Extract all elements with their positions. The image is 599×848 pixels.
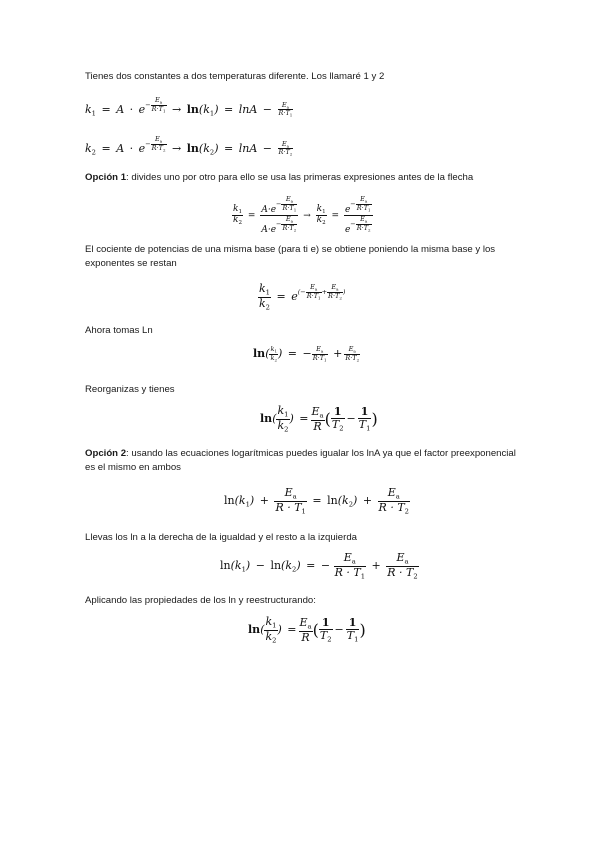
- aplicando-text: Aplicando las propiedades de los ln y reestructurando:: [85, 595, 316, 606]
- ln-paragraph: [85, 324, 525, 338]
- ln-text: Ahora tomas Ln: [85, 325, 153, 336]
- equation-exponent-difference: $\frac{k_1}{k_2}$ = e(− $\frac{E_a}{R\cdot T_1}$ + $\frac{E_a}{R\cdot T_2}$ ): [259, 282, 346, 311]
- intro-text: Tienes dos constantes a dos temperaturas diferente. Los llamaré 1 y 2: [85, 71, 385, 82]
- intro-paragraph: [85, 70, 525, 84]
- opcion2-paragraph: [85, 447, 525, 475]
- opcion2-label: Opción 2: [85, 448, 127, 459]
- equation-equate-lnA: $\ln(k_1)$ + $\frac{E_a}{R \cdot T_1}$ = $\ln(k_2)$ + $\frac{E_a}{R \cdot T_2}$: [224, 486, 409, 515]
- equation-ln-difference: $\ln(k_1) - \ln(k_2)$ = − $\frac{E_a}{R \cdot T_1}$ + $\frac{E_a}{R \cdot T_2}$: [220, 551, 418, 580]
- opcion1-paragraph: [85, 171, 525, 185]
- llevas-text: Llevas los ln a la derecha de la igualdad y el resto a la izquierda: [85, 532, 357, 543]
- opcion2-text: : usando las ecuaciones logarítmicas puedes igualar los lnA ya que el factor preexponencial es el mismo en ambos: [85, 448, 516, 473]
- reorganizas-paragraph: [85, 383, 525, 397]
- equation-k2: $k_2 = A \cdot e-$ $\frac{E_a}{R\cdot T_2}$ → $\ln(k_2) = \ln A$ − $\frac{E_a}{R\cdot T_2}$: [85, 135, 293, 157]
- equation-k1: $k_1 = A \cdot e-$ $\frac{E_a}{R\cdot T_1}$ → $\ln(k_1) = \ln A$ − $\frac{E_a}{R\cdot T_1}$: [85, 96, 293, 118]
- equation-ln-ratio: ln( $\frac{k_1}{k_2}$ ) = − $\frac{E_a}{R\cdot T_1}$ + $\frac{E_a}{R\cdot T_2}$: [253, 345, 360, 363]
- cociente-paragraph: [85, 243, 520, 271]
- equation-ratio-exponential: $\frac{k_1}{k_2}$ = A·e− $\frac{E_a}{R\cdot T_1}$ A·e− $\frac{E_a}{R\cdot T_2}$ → $\frac{k_1}{k_2}$ = e− $\frac{E_a}{R\cdot T_1}$ e− $\frac{E_a}{R\cdot T_2}$: [233, 195, 371, 236]
- opcion1-text: : divides uno por otro para ello se usa las primeras expresiones antes de la flecha: [126, 172, 474, 183]
- cociente-text: El cociente de potencias de una misma base (para ti e) se obtiene poniendo la misma base y los exponentes se restan: [85, 244, 496, 269]
- reorganizas-text: Reorganizas y tienes: [85, 384, 175, 395]
- opcion1-label: Opción 1: [85, 172, 127, 183]
- equation-result-1: ln( $\frac{k_1}{k_2}$ ) = $\frac{E_a}{R}$ ( $\frac{1}{T_2}$ − $\frac{1}{T_1}$ ): [260, 404, 378, 433]
- aplicando-paragraph: [85, 594, 525, 608]
- llevas-paragraph: [85, 531, 525, 545]
- equation-result-2: ln( $\frac{k_1}{k_2}$ ) = $\frac{E_a}{R}$ ( $\frac{1}{T_2}$ − $\frac{1}{T_1}$ ): [248, 615, 366, 644]
